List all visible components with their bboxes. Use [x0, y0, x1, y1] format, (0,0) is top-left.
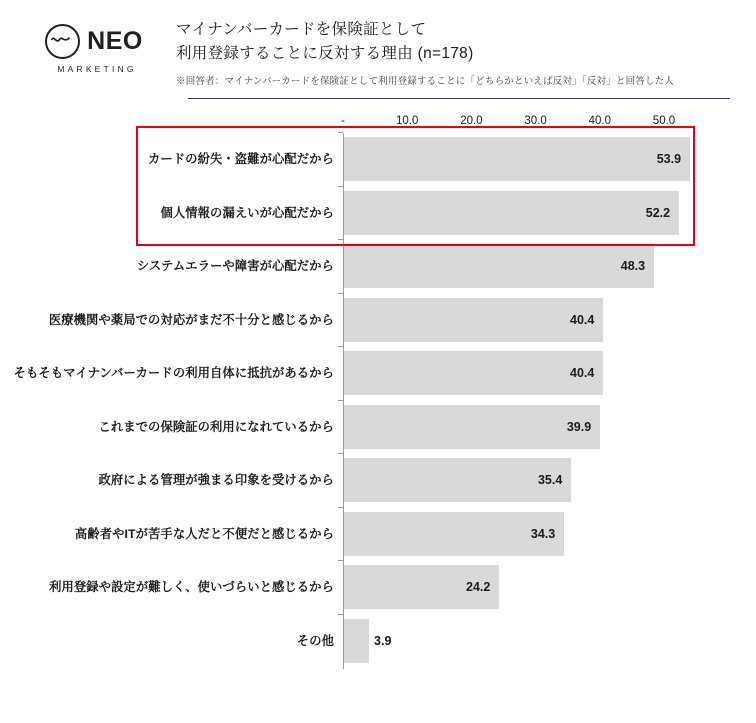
- title-block: [158, 18, 732, 87]
- x-axis-tick-label: 10.0: [395, 115, 419, 128]
- bar-value-label: 52.2: [645, 205, 671, 220]
- axis-tick-mark: [338, 560, 343, 561]
- category-label: その他: [296, 633, 334, 648]
- bar-value-label: 40.4: [570, 312, 595, 327]
- bar-value-label: 48.3: [620, 259, 646, 274]
- chart-row: [0, 137, 756, 181]
- axis-tick-mark: [338, 346, 343, 347]
- chart-row: [0, 405, 756, 449]
- bar: [344, 619, 369, 663]
- axis-tick-mark: [338, 507, 343, 508]
- category-label: 個人情報の漏えいが心配だから: [160, 205, 334, 220]
- chart-row: [0, 565, 756, 609]
- chart-row: [0, 191, 756, 235]
- respondent-note: ※回答者：マイナンバーカードを保険証として利用登録することに「どちらかといえば反対」「反対」と回答した人: [176, 76, 675, 88]
- bar-value-label: 40.4: [570, 366, 595, 381]
- axis-tick-mark: [338, 132, 343, 133]
- circle-wave-logo-icon: [45, 24, 80, 59]
- chart-row: [0, 244, 756, 288]
- bar-value-label: 53.9: [656, 152, 682, 167]
- category-label: カードの紛失・盗難が心配だから: [148, 152, 334, 167]
- bar-chart: [0, 115, 756, 695]
- page-header: [0, 0, 756, 87]
- bar: [344, 244, 654, 288]
- axis-tick-mark: [338, 239, 343, 240]
- logo-row: [45, 24, 143, 59]
- plot-area: [0, 115, 756, 695]
- bar-value-label: 39.9: [566, 419, 592, 434]
- axis-tick-mark: [338, 453, 343, 454]
- bar-value-label: 35.4: [537, 473, 563, 488]
- chart-row: [0, 512, 756, 556]
- category-label: 利用登録や設定が難しく、使いづらいと感じるから: [49, 580, 334, 595]
- x-axis-tick-label: 50.0: [652, 115, 676, 128]
- category-label: これまでの保険証の利用になれているから: [98, 419, 334, 434]
- header-divider: [188, 98, 730, 99]
- bar: [344, 191, 679, 235]
- chart-row: [0, 619, 756, 663]
- brand-name: NEO: [87, 27, 143, 55]
- category-label: 医療機関や薬局での対応がまだ不十分と感じるから: [48, 312, 334, 327]
- page-title-line-1: マイナンバーカードを保険証として: [176, 21, 427, 38]
- wave-glyph: [51, 36, 70, 44]
- bar-value-label: 34.3: [530, 526, 556, 541]
- bar: [344, 298, 603, 342]
- axis-tick-mark: [338, 186, 343, 187]
- page-title-line-2: 利用登録することに反対する理由 (n=178): [176, 45, 474, 63]
- chart-row: [0, 458, 756, 502]
- axis-tick-mark: [338, 400, 343, 401]
- x-axis-tick-label: -: [341, 115, 345, 128]
- bar: [344, 351, 603, 395]
- bar-value-label: 3.9: [374, 633, 392, 648]
- x-axis-tick-labels: [0, 115, 756, 133]
- axis-tick-mark: [338, 614, 343, 615]
- x-axis-tick-label: 30.0: [524, 115, 547, 128]
- bar: [344, 137, 690, 181]
- chart-row: [0, 351, 756, 395]
- category-label: システムエラーや障害が心配だから: [136, 259, 334, 274]
- x-axis-tick-label: 40.0: [588, 115, 611, 128]
- category-label: そもそもマイナンバーカードの利用自体に抵抗があるから: [13, 366, 334, 381]
- bar: [344, 405, 600, 449]
- axis-tick-mark: [338, 293, 343, 294]
- x-axis-tick-label: 20.0: [460, 115, 483, 128]
- category-label: 政府による管理が強まる印象を受けるから: [98, 473, 334, 488]
- brand-logo: [30, 18, 158, 74]
- category-label: 高齢者やITが苦手な人だと不便だと感じるから: [74, 526, 334, 541]
- bar-value-label: 24.2: [466, 580, 491, 595]
- brand-tagline: MARKETING: [57, 64, 137, 74]
- chart-row: [0, 298, 756, 342]
